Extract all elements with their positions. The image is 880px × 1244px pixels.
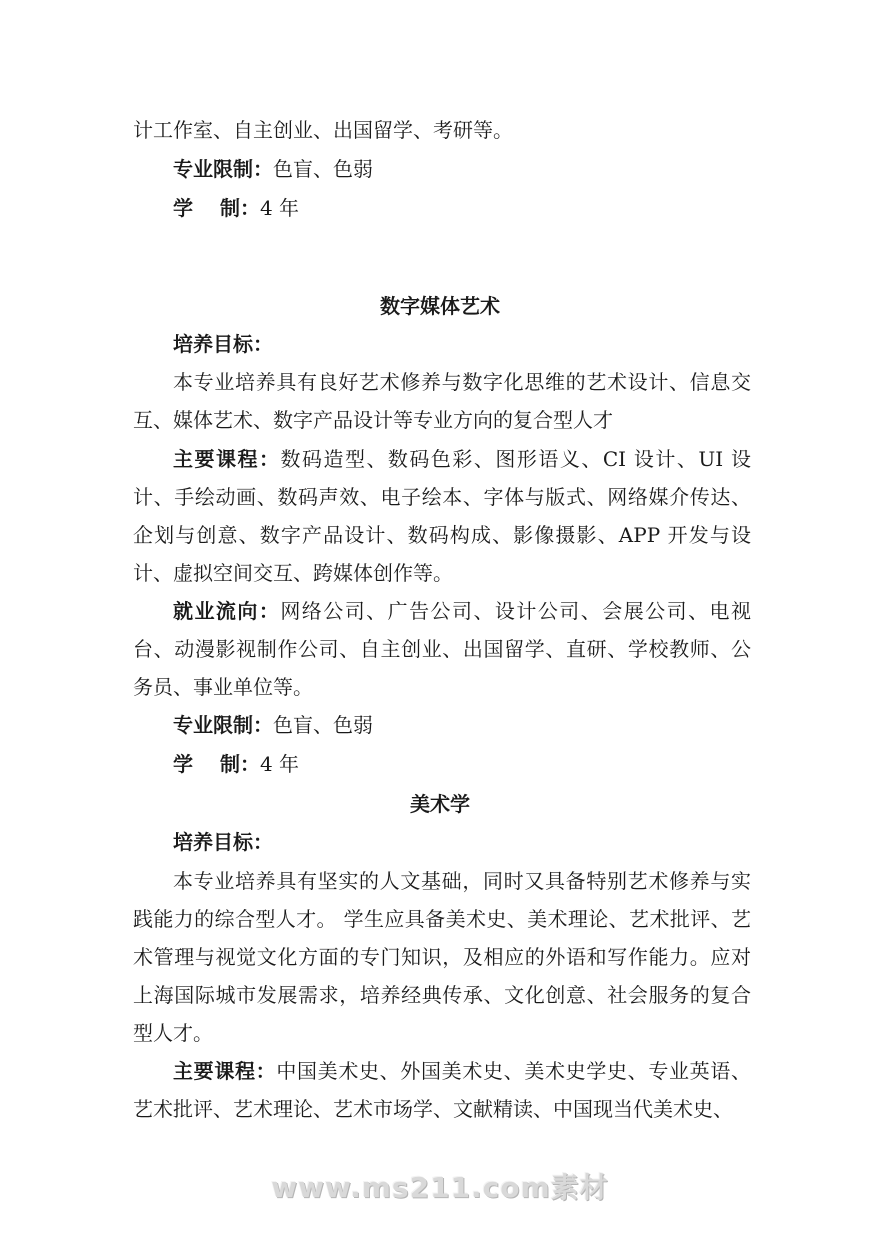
restriction-value: 色盲、色弱: [273, 157, 373, 181]
courses-paragraph: [133, 1052, 751, 1128]
courses-label: 主要课程：: [173, 1059, 277, 1083]
section-heading-fine-arts: 美术学: [410, 792, 470, 816]
courses-label: 主要课程：: [173, 447, 281, 471]
restriction-label: 专业限制：: [173, 157, 273, 181]
goal-paragraph: 本专业培养具有良好艺术修养与数字化思维的艺术设计、信息交互、媒体艺术、数字产品设计等专业方向的复合型人才: [133, 370, 751, 432]
career-paragraph: [133, 592, 751, 706]
section-heading-digital-media: 数字媒体艺术: [380, 294, 500, 318]
continued-text: 计工作室、自主创业、出国留学、考研等。: [133, 118, 513, 142]
courses-text: 中国美术史、外国美术史、美术史学史、专业英语、艺术批评、艺术理论、艺术市场学、文献精读、中国现当代美术史、: [133, 1059, 752, 1121]
continued-paragraph: [133, 111, 751, 149]
goal-label: 培养目标：: [173, 830, 273, 854]
restriction-value: 色盲、色弱: [273, 713, 373, 737]
restriction-label: 专业限制：: [173, 713, 273, 737]
duration-line: [133, 189, 751, 227]
courses-paragraph: [133, 440, 751, 592]
career-label: 就业流向：: [173, 599, 281, 623]
duration-value: 4 年: [259, 752, 300, 776]
courses-text: 数码造型、数码色彩、图形语义、CI 设计、UI 设计、手绘动画、数码声效、电子绘本、字体与版式、网络媒介传达、企划与创意、数字产品设计、数码构成、影像摄影、APP 开发与设计、虚拟空间交互、跨媒体创作等。: [133, 447, 751, 585]
watermark: www.ms211.com素材: [271, 1171, 609, 1204]
goal-paragraph: 本专业培养具有坚实的人文基础，同时又具备特别艺术修养与实践能力的综合型人才。 学生应具备美术史、美术理论、艺术批评、艺术管理与视觉文化方面的专门知识，及相应的外语和写作能力。应对上海国际城市发展需求，培养经典传承、文化创意、社会服务的复合型人才。: [133, 869, 751, 1045]
goal-label-line: [133, 325, 751, 363]
duration-value: 4 年: [259, 196, 300, 220]
goal-label-line: [133, 823, 751, 861]
duration-line: [133, 745, 751, 783]
duration-label: 学 制：: [173, 196, 260, 220]
restriction-line: [133, 150, 751, 188]
career-text: 网络公司、广告公司、设计公司、会展公司、电视台、动漫影视制作公司、自主创业、出国留学、直研、学校教师、公务员、事业单位等。: [133, 599, 752, 699]
goal-label: 培养目标：: [173, 332, 273, 356]
duration-label: 学 制：: [173, 752, 260, 776]
restriction-line: [133, 706, 751, 744]
